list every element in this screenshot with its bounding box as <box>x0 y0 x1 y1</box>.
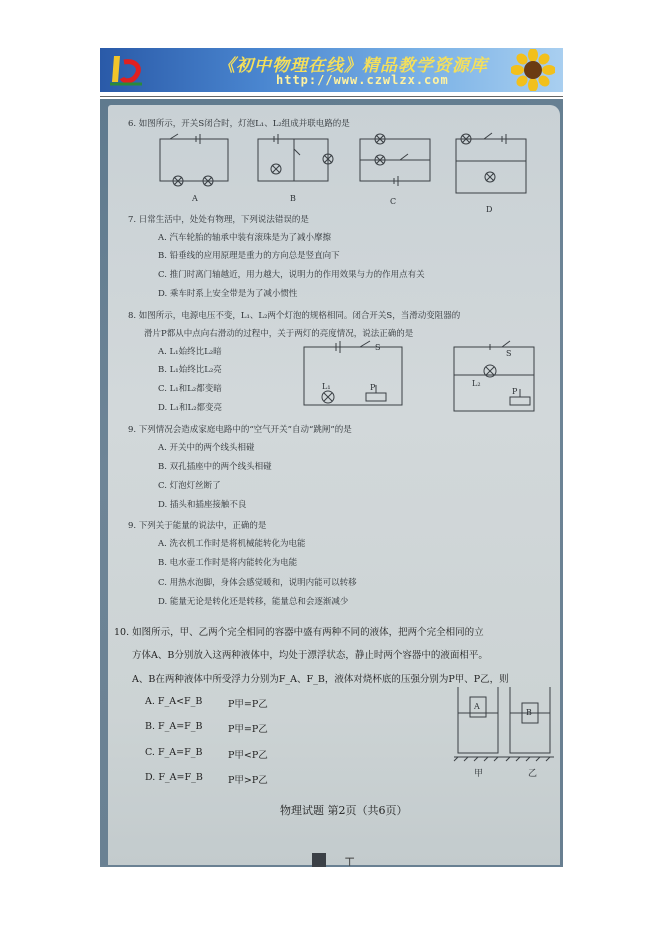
banner-url[interactable]: http://www.czwlzx.com <box>276 73 449 87</box>
q8-circuit-right <box>450 341 540 415</box>
question-10-option-b-pressure: P甲=P乙 <box>228 724 268 735</box>
binder-tab <box>312 853 326 867</box>
circuit-diagram-d <box>452 131 534 199</box>
question-8-stem-line2: 滑片P都从中点向右滑动的过程中，关于两灯的亮度情况，说法正确的是 <box>144 329 414 339</box>
question-8-stem-line1: 8. 如图所示，电源电压不变，L₁、L₂两个灯泡的规格相同。闭合开关S，当滑动变阻器的 <box>128 311 461 321</box>
circuit-label-b: B <box>290 194 296 203</box>
q10-containers-diagram <box>454 683 554 773</box>
exam-photo <box>100 99 563 867</box>
question-8-option-c: C. L₁和L₂都变暗 <box>158 384 222 394</box>
q10-block-b-label: B <box>526 708 532 717</box>
binder-mark: ⊤ <box>344 855 356 867</box>
question-7-stem: 7. 日常生活中，处处有物理，下列说法错误的是 <box>128 215 309 225</box>
question-10-stem-line3: A、B在两种液体中所受浮力分别为F_A、F_B，液体对烧杯底的压强分别为P甲、P乙，则 <box>132 674 509 685</box>
question-10-stem-line1: 10. 如图所示，甲、乙两个完全相同的容器中盛有两种不同的液体，把两个完全相同的立 <box>114 627 484 638</box>
circuit-label-d: D <box>486 205 493 214</box>
circuit-diagram-c <box>356 133 438 193</box>
q10-container-jia-label: 甲 <box>474 769 484 779</box>
site-logo-icon <box>106 52 148 88</box>
banner-title: 《初中物理在线》精品教学资源库 <box>218 56 488 76</box>
question-10-option-a-force: A. F_A<F_B <box>145 696 203 707</box>
circuit-label-c: C <box>390 197 397 206</box>
exam-paper <box>108 105 560 865</box>
question-8-option-b: B. L₁始终比L₂亮 <box>158 365 222 375</box>
question-9b-option-a: A. 洗衣机工作时是将机械能转化为电能 <box>158 539 306 549</box>
q8-right-label-s: S <box>506 349 512 358</box>
question-8-option-d: D. L₁和L₂都变亮 <box>158 403 223 413</box>
question-9a-option-a: A. 开关中的两个线头相碰 <box>158 443 255 453</box>
question-9a-stem: 9. 下列情况会造成家庭电路中的“空气开关”自动“跳闸”的是 <box>128 425 352 435</box>
question-7-option-a: A. 汽车轮胎的轴承中装有滚珠是为了减小摩擦 <box>158 233 332 243</box>
q8-left-label-l1: L₁ <box>322 382 331 391</box>
page-footer: 物理试题 第2页（共6页） <box>280 804 408 817</box>
q10-container-yi-label: 乙 <box>528 769 538 779</box>
question-6-stem: 6. 如图所示，开关S闭合时，灯泡L₁、L₂组成并联电路的是 <box>128 119 350 129</box>
question-10-option-d-pressure: P甲>P乙 <box>228 775 268 786</box>
q8-left-label-p: P <box>370 383 376 392</box>
circuit-diagram-b <box>254 133 336 193</box>
question-10-option-d-force: D. F_A=F_B <box>145 772 203 783</box>
question-10-option-b-force: B. F_A=F_B <box>145 721 203 732</box>
q8-right-label-p: P <box>512 387 518 396</box>
question-10-option-c-pressure: P甲<P乙 <box>228 750 268 761</box>
question-10-stem-line2: 方体A、B分别放入这两种液体中，均处于漂浮状态，静止时两个容器中的液面相平。 <box>132 650 488 661</box>
circuit-label-a: A <box>192 194 198 203</box>
question-7-option-b: B. 铅垂线的应用原理是重力的方向总是竖直向下 <box>158 251 340 261</box>
q8-left-label-s: S <box>375 343 381 352</box>
question-9a-option-c: C. 灯泡灯丝断了 <box>158 481 221 491</box>
question-7-option-d: D. 乘车时系上安全带是为了减小惯性 <box>158 289 298 299</box>
question-9b-option-b: B. 电水壶工作时是将内能转化为电能 <box>158 558 298 568</box>
q8-right-label-l2: L₂ <box>472 379 481 388</box>
q8-circuit-left <box>300 341 410 413</box>
question-9a-option-d: D. 插头和插座接触不良 <box>158 500 247 510</box>
question-7-option-c: C. 推门时离门轴越近，用力越大，说明力的作用效果与力的作用点有关 <box>158 270 425 280</box>
question-9b-stem: 9. 下列关于能量的说法中，正确的是 <box>128 521 267 531</box>
q10-block-a-label: A <box>474 702 480 711</box>
question-8-option-a: A. L₁始终比L₂暗 <box>158 347 222 357</box>
site-banner <box>100 48 563 92</box>
question-9b-option-d: D. 能量无论是转化还是转移，能量总和会逐渐减少 <box>158 597 349 607</box>
question-10-option-a-pressure: P甲=P乙 <box>228 699 268 710</box>
question-10-option-c-force: C. F_A=F_B <box>145 747 203 758</box>
circuit-diagram-a <box>156 133 236 193</box>
question-9b-option-c: C. 用热水泡脚，身体会感觉暖和，说明内能可以转移 <box>158 578 357 588</box>
question-9a-option-b: B. 双孔插座中的两个线头相碰 <box>158 462 272 472</box>
sunflower-icon <box>511 49 555 91</box>
header-rule <box>100 96 563 97</box>
